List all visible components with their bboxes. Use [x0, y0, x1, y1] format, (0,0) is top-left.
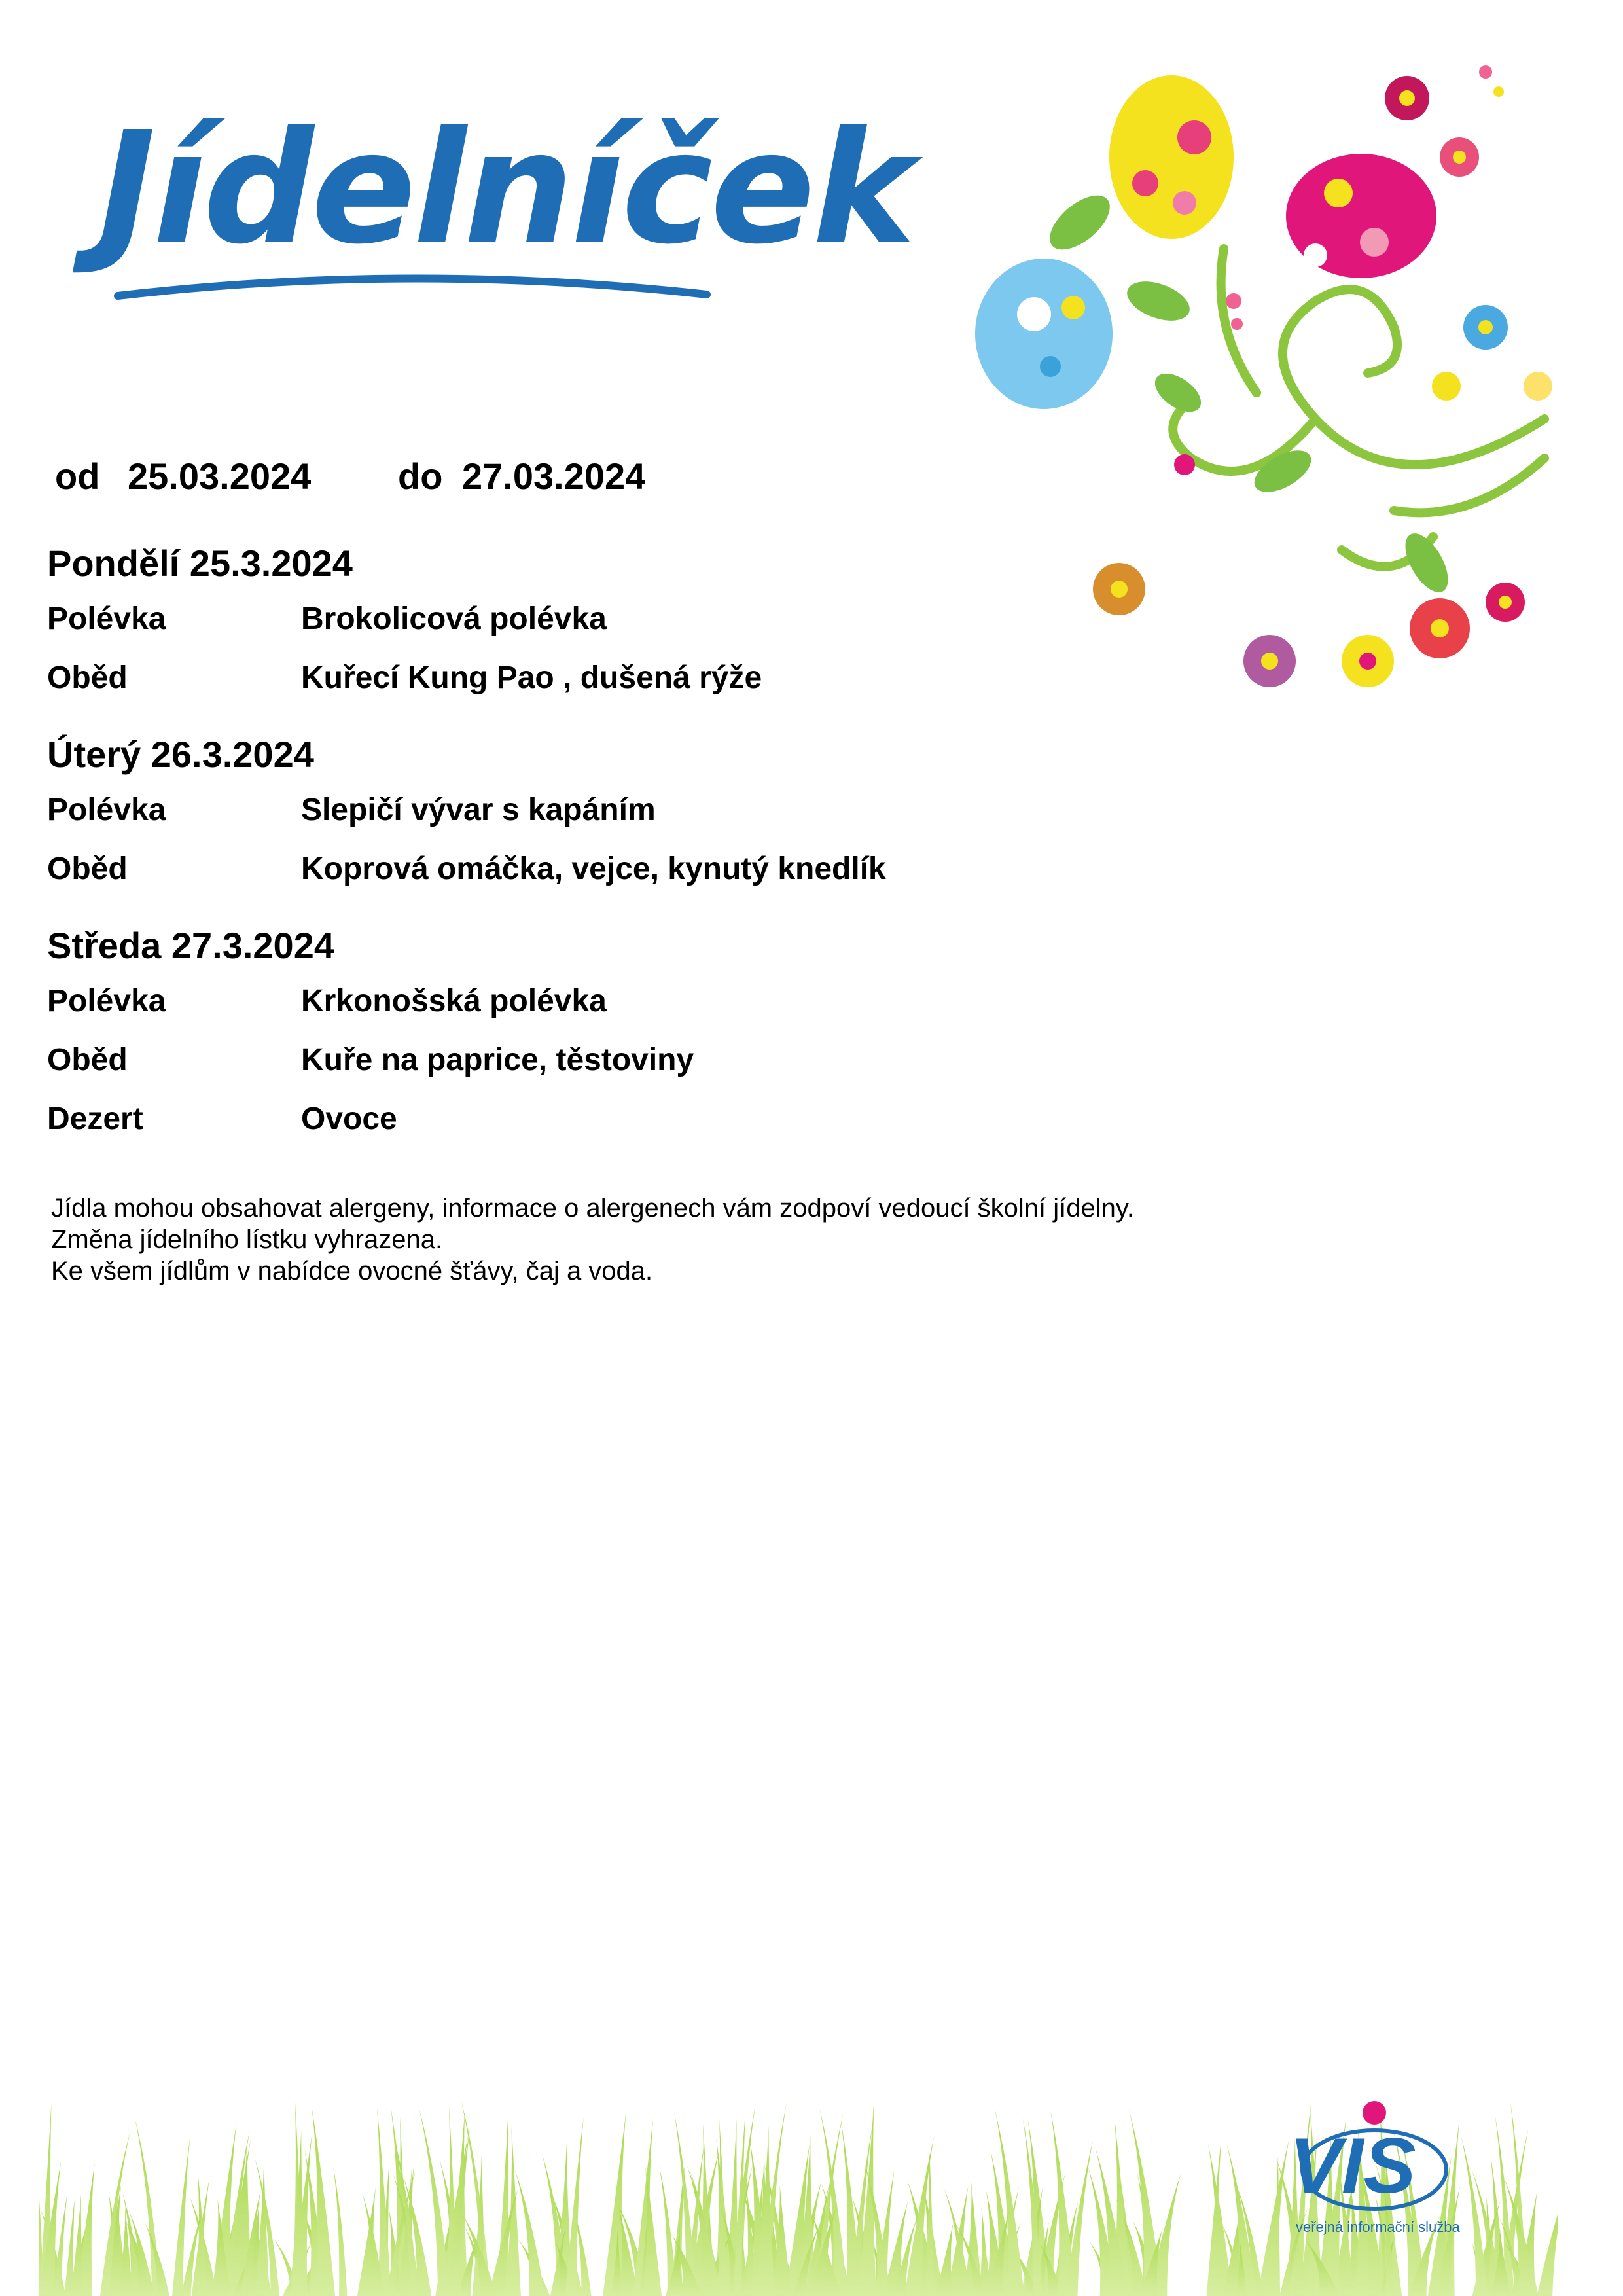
menu-row-value: Koprová omáčka, vejce, kynutý knedlík	[301, 852, 886, 886]
menu-row-label: Oběd	[47, 1043, 128, 1077]
grass-blade	[333, 2168, 347, 2296]
page-title: Jídelníček	[98, 98, 913, 278]
allergen-note: Jídla mohou obsahovat alergeny, informace o alergenech vám zodpoví vedoucí školní jídelny.	[51, 1194, 1135, 1223]
menu-row-label: Polévka	[47, 793, 166, 827]
blue-egg	[975, 259, 1113, 409]
grass-blade	[1537, 2182, 1558, 2296]
easter-decoration-image	[975, 52, 1558, 720]
day-heading: Úterý 26.3.2024	[47, 734, 314, 775]
title-underline	[111, 268, 713, 308]
range-from-date: 25.03.2024	[128, 456, 312, 497]
menu-row-label: Oběd	[47, 660, 128, 695]
menu-row-value: Kuřecí Kung Pao , dušená rýže	[301, 660, 762, 695]
day-heading: Pondělí 25.3.2024	[47, 543, 353, 584]
range-from-label: od	[55, 456, 100, 497]
menu-row-value: Brokolicová polévka	[301, 601, 607, 636]
menu-row-label: Dezert	[47, 1102, 143, 1136]
menu-row-value: Ovoce	[301, 1102, 397, 1136]
vis-logo	[1263, 2094, 1486, 2258]
drinks-note: Ke všem jídlům v nabídce ovocné šťávy, čaj a voda.	[51, 1257, 653, 1285]
grass-blade	[1065, 2140, 1094, 2296]
menu-row-value: Krkonošská polévka	[301, 984, 607, 1018]
menu-row-value: Kuře na paprice, těstoviny	[301, 1043, 694, 1077]
range-to-date: 27.03.2024	[462, 456, 646, 497]
menu-row-label: Polévka	[47, 984, 166, 1018]
pink-egg	[1286, 154, 1436, 278]
vis-tagline: veřejná informační služba	[1296, 2219, 1460, 2235]
vis-wordmark: VIS	[1289, 2122, 1416, 2210]
grass-blade	[507, 2126, 521, 2296]
range-to-label: do	[398, 456, 443, 497]
yellow-egg	[1109, 75, 1234, 239]
day-heading: Středa 27.3.2024	[47, 925, 334, 966]
grass-blade	[925, 2149, 935, 2296]
menu-row-label: Oběd	[47, 852, 128, 886]
menu-row-label: Polévka	[47, 601, 166, 636]
menu-row-value: Slepičí vývar s kapáním	[301, 793, 656, 827]
change-note: Změna jídelního lístku vyhrazena.	[51, 1225, 443, 1254]
